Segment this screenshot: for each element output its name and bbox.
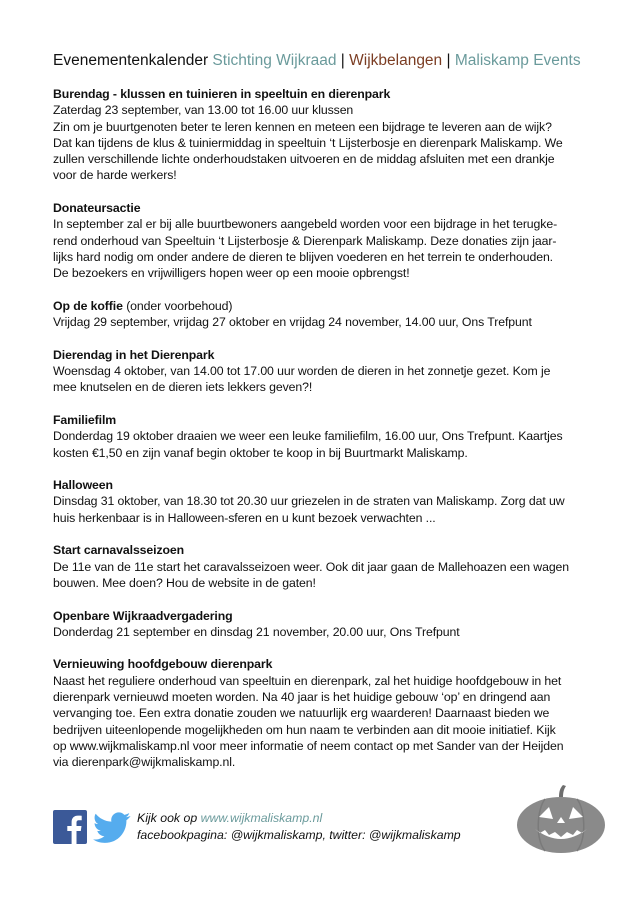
header-org-maliskamp: Maliskamp Events — [454, 52, 581, 69]
event-text-line: Vrijdag 29 september, vrijdag 27 oktober en vrijdag 24 november, 14.00 uur, Ons Trefpunt — [53, 315, 532, 330]
event-title — [53, 347, 593, 363]
event-text-line: zullen verschillende lichte onderhoudstaken uitvoeren en de middag afsluiten met een drankje — [53, 152, 555, 167]
event-title-text: Donateursactie — [53, 201, 141, 216]
header-title: Evenementenkalender — [53, 52, 209, 69]
event-text-line: mee knutselen en de dieren iets lekkers geven?! — [53, 380, 313, 395]
event-text-line: huis herkenbaar is in Halloween-sferen en u kunt bezoek verwachten ... — [53, 510, 436, 525]
event-list — [53, 86, 593, 787]
event-title-text: Start carnavalsseizoen — [53, 543, 185, 558]
event-text-line: voor de harde werkers! — [53, 168, 177, 183]
pumpkin-icon — [515, 783, 607, 855]
event-title-text: Halloween — [53, 478, 113, 493]
header-org-wijkbelangen: Wijkbelangen — [349, 52, 443, 69]
event-text-line: Dat kan tijdens de klus & tuiniermiddag in speeltuin ‘t Lijsterbosje en dierenpark Maliskamp. We — [53, 135, 563, 150]
event-text-line: Donderdag 19 oktober draaien we weer een leuke familiefilm, 16.00 uur, Ons Trefpunt. Kaartjes — [53, 429, 563, 444]
event-section — [53, 542, 593, 591]
event-section — [53, 412, 593, 461]
event-section — [53, 347, 593, 396]
event-title — [53, 86, 593, 102]
event-section — [53, 477, 593, 526]
event-section — [53, 200, 593, 281]
event-text-line: dierenpark vernieuwd moeten worden. Na 40 jaar is het huidige gebouw ‘op’ en dringend aan — [53, 689, 551, 704]
event-text-line: Zin om je buurtgenoten beter te leren kennen en meteen een bijdrage te leveren aan de wijk? — [53, 119, 552, 134]
event-title — [53, 200, 593, 216]
footer-links — [137, 810, 517, 843]
website-prefix: Kijk ook op — [137, 811, 198, 825]
event-text-line: via dierenpark@wijkmaliskamp.nl. — [53, 755, 236, 770]
event-title-text: Vernieuwing hoofdgebouw dierenpark — [53, 657, 273, 672]
event-text-line: Donderdag 21 september en dinsdag 21 november, 20.00 uur, Ons Trefpunt — [53, 624, 460, 639]
event-section — [53, 656, 593, 770]
event-title-note: (onder voorbehoud) — [126, 298, 233, 313]
event-title — [53, 477, 593, 493]
header-separator: | — [446, 52, 451, 69]
event-text-line: lijks hard nodig om onder andere de dieren te blijven voederen en het terrein te onderhouden. — [53, 249, 554, 264]
header-separator: | — [340, 52, 345, 69]
event-title-text: Familiefilm — [53, 412, 117, 427]
page-header — [53, 51, 613, 71]
event-title-text: Op de koffie — [53, 298, 123, 313]
social-icons — [53, 810, 133, 846]
event-section — [53, 86, 593, 184]
event-text-line: De 11e van de 11e start het caravalsseizoen weer. Ook dit jaar gaan de Mallehoazen een wagen — [53, 559, 570, 574]
website-line — [137, 810, 517, 827]
event-title-text: Burendag - klussen en tuinieren in speeltuin en dierenpark — [53, 87, 391, 101]
event-title — [53, 298, 593, 314]
event-title-text: Dierendag in het Dierenpark — [53, 347, 215, 362]
event-section — [53, 298, 593, 331]
event-title — [53, 608, 593, 624]
event-text-line: Naast het reguliere onderhoud van speeltuin en dierenpark, zal het huidige hoofdgebouw in het — [53, 673, 562, 688]
header-org-wijkraad: Stichting Wijkraad — [212, 52, 337, 69]
event-text-line: De bezoekers en vrijwilligers hopen weer op een mooie opbrengst! — [53, 266, 410, 281]
event-text-line: rend onderhoud van Speeltuin ‘t Lijsterbosje & Dierenpark Maliskamp. Deze donaties zijn jaar- — [53, 233, 557, 248]
event-title-text: Openbare Wijkraadvergadering — [53, 608, 233, 623]
facebook-handle[interactable]: @wijkmaliskamp — [230, 827, 323, 842]
social-line — [137, 827, 517, 844]
event-text-line: op www.wijkmaliskamp.nl voor meer informatie of neem contact op met Sander van der Heijden — [53, 738, 564, 753]
event-text-line: Woensdag 4 oktober, van 14.00 tot 17.00 uur worden de dieren in het zonnetje gezet. Kom je — [53, 364, 551, 379]
event-text-line: In september zal er bij alle buurtbewoners aangebeld worden voor een bijdrage in het terugke- — [53, 217, 558, 232]
event-text-line: Dinsdag 31 oktober, van 18.30 tot 20.30 uur griezelen in de straten van Maliskamp. Zorg dat uw — [53, 494, 565, 509]
event-section — [53, 608, 593, 641]
event-title — [53, 656, 593, 672]
twitter-prefix: , twitter: — [322, 827, 366, 842]
event-title — [53, 542, 593, 558]
event-title — [53, 412, 593, 428]
event-text-line: kosten €1,50 en zijn vanaf begin oktober te koop in bij Buurtmarkt Maliskamp. — [53, 445, 468, 460]
event-text-line: vervanging toe. Een extra donatie zouden we natuurlijk erg waarderen! Daarnaast bieden we — [53, 706, 550, 721]
website-link[interactable]: www.wijkmaliskamp.nl — [200, 811, 323, 825]
twitter-icon[interactable] — [93, 812, 131, 844]
event-text-line: bouwen. Mee doen? Hou de website in de gaten! — [53, 575, 316, 590]
twitter-handle[interactable]: @wijkmaliskamp — [368, 827, 461, 842]
event-text-line: bedrijven uiteenlopende mogelijkheden om hun naam te verbinden aan dit mooie initiatief. Kijk — [53, 722, 556, 737]
facebook-icon[interactable] — [53, 810, 87, 844]
event-text-line: Zaterdag 23 september, van 13.00 tot 16.00 uur klussen — [53, 103, 354, 118]
facebook-prefix: facebookpagina: — [137, 827, 228, 842]
